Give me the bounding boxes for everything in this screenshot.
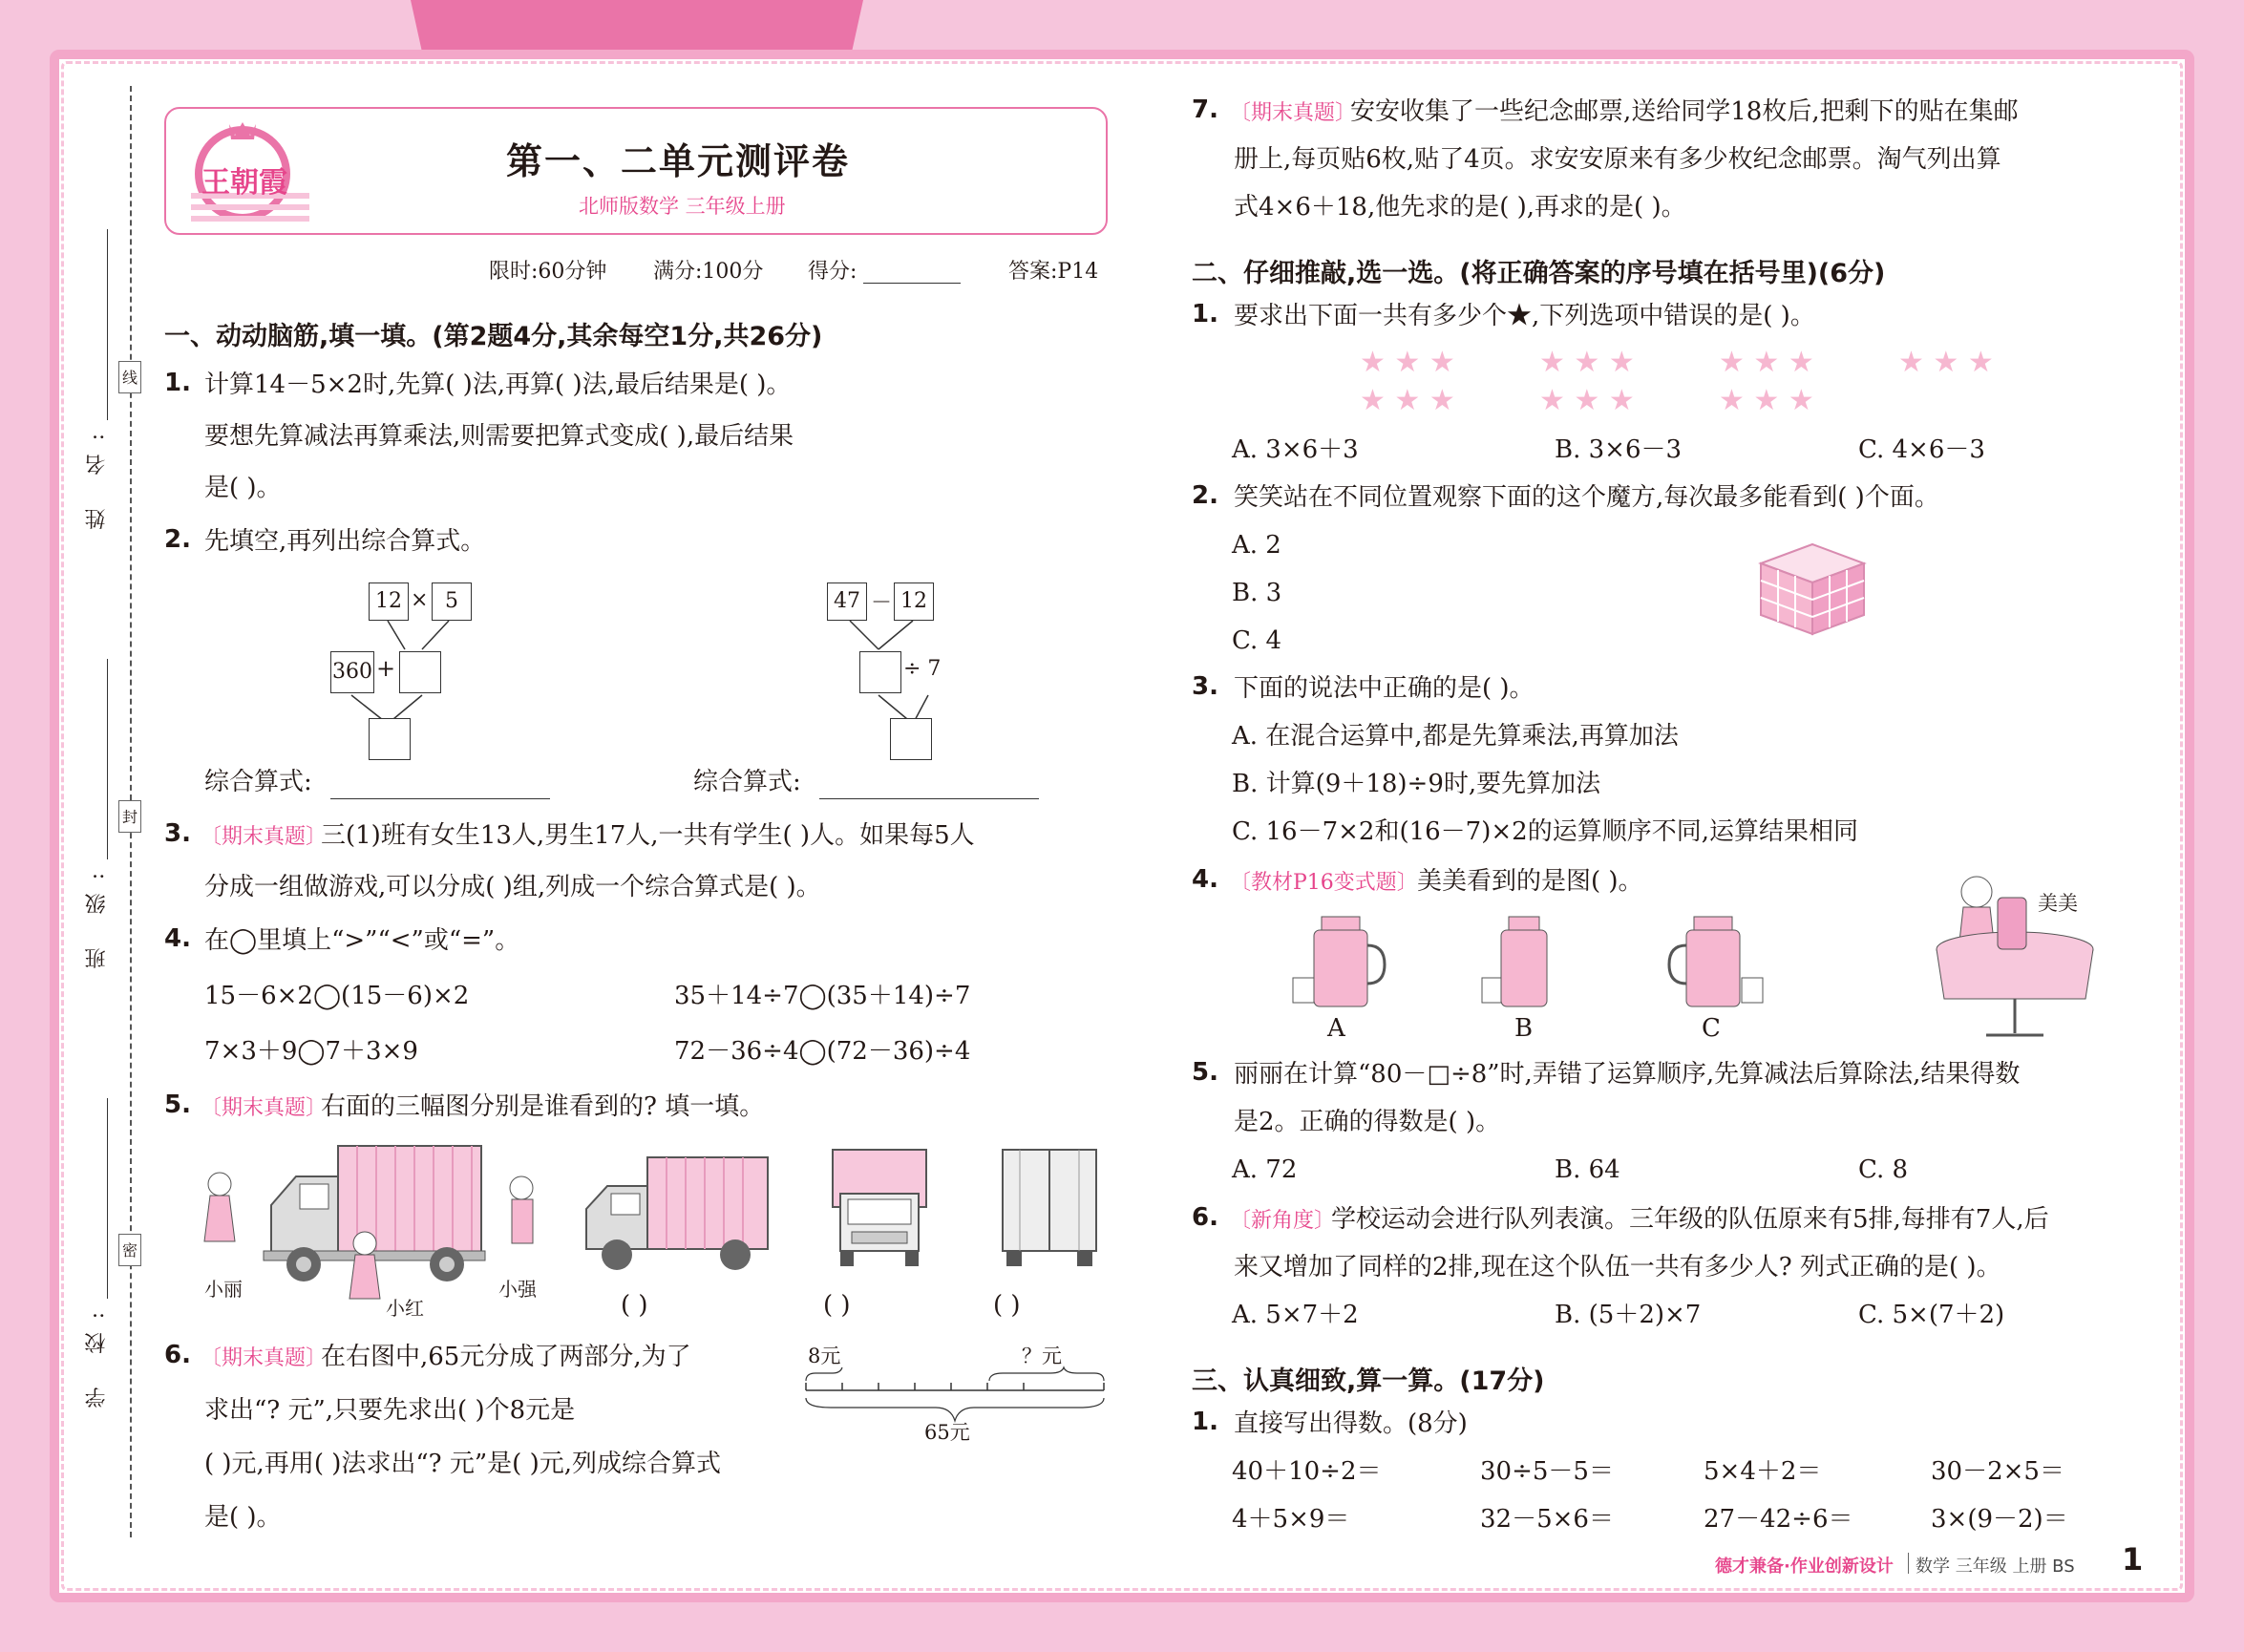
tree2-box-47: 47 <box>827 582 867 621</box>
formula-label-1: 综合算式: <box>204 768 312 796</box>
footer-meta: 数学 三年级 上册 BS <box>1916 1557 2075 1577</box>
s1-q1-num: 1. <box>164 369 191 397</box>
footer-brand: 德才兼备·作业创新设计 <box>1715 1557 1894 1577</box>
s2-q6-tag: 〔新角度〕 <box>1230 1209 1336 1233</box>
answer-blank-view-1[interactable]: ( ) <box>621 1291 648 1320</box>
thermos-label-a[interactable]: A <box>1327 1014 1345 1043</box>
s2-q2-option-a[interactable]: A. 2 <box>1232 531 1281 560</box>
class-label: 班 级: <box>85 859 109 969</box>
s1-q1-line2: 要想先算减法再算乘法,则需要把算式变成( ),最后结果 <box>204 422 794 451</box>
s2-q2-option-b[interactable]: B. 3 <box>1232 579 1282 607</box>
expr-3[interactable]: 5×4＋2＝ <box>1704 1457 1822 1486</box>
tree1-op: × <box>411 588 429 612</box>
s1-q2-num: 2. <box>164 525 191 554</box>
school-line <box>107 1098 108 1299</box>
tree2-div: ÷ 7 <box>903 657 942 681</box>
meimei-table-illustration <box>1929 865 2120 1043</box>
s2-q5-line1: 丽丽在计算“80－□÷8”时,弄错了运算顺序,先算减法后算除法,结果得数 <box>1234 1060 2021 1089</box>
s2-q1-option-c[interactable]: C. 4×6－3 <box>1858 435 1985 464</box>
s2-q3-option-b[interactable]: B. 计算(9＋18)÷9时,要先算加法 <box>1232 770 1601 798</box>
answer-ref: 答案:P14 <box>1008 260 1099 284</box>
s2-q2-text: 笑笑站在不同位置观察下面的这个魔方,每次最多能看到( )个面。 <box>1234 483 1939 512</box>
logo-text: 王朝霞 <box>201 166 287 200</box>
name-line <box>107 229 108 420</box>
answer-blank-view-2[interactable]: ( ) <box>823 1291 851 1320</box>
s2-q3-text: 下面的说法中正确的是( )。 <box>1234 674 1535 703</box>
thermos-view-c <box>1662 907 1767 1012</box>
formula-input-2[interactable] <box>819 798 1039 799</box>
s3-q1-text: 直接写出得数。(8分) <box>1234 1409 1468 1438</box>
s1-q3-tag: 〔期末真题〕 <box>201 825 328 849</box>
compare-3[interactable]: 7×3＋9◯7＋3×9 <box>204 1037 418 1066</box>
s2-q4-text: 美美看到的是图( )。 <box>1417 867 1643 896</box>
s1-q1-line1: 计算14－5×2时,先算( )法,再算( )法,最后结果是( )。 <box>204 371 792 399</box>
s1-q6-tag: 〔期末真题〕 <box>201 1346 328 1370</box>
s2-q1-num: 1. <box>1192 300 1218 328</box>
s2-q5-num: 5. <box>1192 1058 1218 1087</box>
s1-q3-num: 3. <box>164 819 191 848</box>
s2-q3-num: 3. <box>1192 672 1218 701</box>
section-2-title: 二、仔细推敲,选一选。(将正确答案的序号填在括号里)(6分) <box>1192 259 1886 288</box>
tree1-plus: + <box>376 655 396 682</box>
q7-line2: 册上,每页贴6枚,贴了4页。求安安原来有多少枚纪念邮票。淘气列出算 <box>1234 145 2001 174</box>
q7-tag: 〔期末真题〕 <box>1230 101 1357 125</box>
tree2-blank-2[interactable] <box>890 718 932 760</box>
s2-q1-option-b[interactable]: B. 3×6－3 <box>1555 435 1683 464</box>
s1-q3-line2: 分成一组做游戏,可以分成( )组,列成一个综合算式是( )。 <box>204 873 821 901</box>
s1-q6-num: 6. <box>164 1341 191 1369</box>
logo <box>191 116 309 225</box>
s2-q2-num: 2. <box>1192 481 1218 510</box>
s2-q2-option-c[interactable]: C. 4 <box>1232 626 1282 655</box>
s2-q4-tag: 〔教材P16变式题〕 <box>1230 871 1418 895</box>
page-subtitle: 北师版数学 三年级上册 <box>579 195 786 218</box>
segment-label-unknown: ？元 <box>1022 1345 1062 1367</box>
s2-q6-line2: 来又增加了同样的2排,现在这个队伍一共有多少人? 列式正确的是( )。 <box>1234 1253 2001 1281</box>
viewer-xiaoli: 小丽 <box>204 1278 243 1301</box>
expr-2[interactable]: 30÷5－5＝ <box>1480 1457 1614 1486</box>
expr-1[interactable]: 40＋10÷2＝ <box>1232 1457 1382 1486</box>
class-line <box>107 659 108 859</box>
tree1-box-360: 360 <box>330 651 374 693</box>
truck-back-view <box>997 1146 1102 1270</box>
stars-group-2-row1: ★ ★ ★ <box>1539 346 1635 379</box>
q7-num: 7. <box>1192 95 1218 124</box>
s2-q3-option-a[interactable]: A. 在混合运算中,都是先算乘法,再算加法 <box>1232 722 1679 751</box>
meimei-label: 美美 <box>2038 892 2078 915</box>
s1-q6-line2: 求出“? 元”,只要先求出( )个8元是 <box>204 1396 576 1425</box>
compare-4[interactable]: 72－36÷4◯(72－36)÷4 <box>674 1037 971 1066</box>
formula-input-1[interactable] <box>330 798 550 799</box>
s1-q6-line3: ( )元,再用( )法求出“? 元”是( )元,列成综合算式 <box>204 1450 721 1478</box>
full-score: 满分:100分 <box>653 260 764 284</box>
s2-q4-num: 4. <box>1192 865 1218 894</box>
s1-q1-line3: 是( )。 <box>204 474 282 502</box>
footer-divider <box>1908 1553 1909 1574</box>
s1-q4-num: 4. <box>164 924 191 953</box>
s2-q1-text: 要求出下面一共有多少个★,下列选项中错误的是( )。 <box>1234 302 1815 330</box>
stars-group-3-row2: ★ ★ ★ <box>1719 384 1814 417</box>
segment-label-8yuan: 8元 <box>808 1345 841 1367</box>
tree2-box-12: 12 <box>894 582 934 621</box>
thermos-view-b <box>1478 907 1564 1012</box>
s2-q6-num: 6. <box>1192 1203 1218 1232</box>
section-1-title: 一、动动脑筋,填一填。(第2题4分,其余每空1分,共26分) <box>164 322 823 351</box>
expr-4[interactable]: 30－2×5＝ <box>1931 1457 2064 1486</box>
tree1-box-12: 12 <box>369 582 409 621</box>
time-limit: 限时:60分钟 <box>489 260 607 284</box>
stars-group-2-row2: ★ ★ ★ <box>1539 384 1635 417</box>
binding-mark-2: 封 <box>118 800 141 833</box>
thermos-view-a <box>1289 907 1394 1012</box>
s2-q1-option-a[interactable]: A. 3×6＋3 <box>1232 435 1359 464</box>
stars-group-3-row1: ★ ★ ★ <box>1719 346 1814 379</box>
thermos-label-c[interactable]: C <box>1702 1014 1721 1043</box>
school-label: 学 校: <box>85 1299 109 1408</box>
truck-side-view <box>582 1152 773 1274</box>
s1-q4-text: 在◯里填上“>”“<”或“=”。 <box>204 926 520 955</box>
s1-q6-line1: 在右图中,65元分成了两部分,为了 <box>321 1343 691 1371</box>
page-number: 1 <box>2122 1541 2144 1578</box>
formula-label-2: 综合算式: <box>693 768 801 796</box>
s2-q3-option-c[interactable]: C. 16－7×2和(16－7)×2的运算顺序不同,运算结果相同 <box>1232 817 1858 846</box>
rubiks-cube-illustration <box>1755 535 1870 640</box>
s1-q5-text: 右面的三幅图分别是谁看到的? 填一填。 <box>321 1092 765 1121</box>
s2-q5-option-c[interactable]: C. 8 <box>1858 1155 1909 1184</box>
s1-q3-line1: 三(1)班有女生13人,男生17人,一共有学生( )人。如果每5人 <box>321 821 975 850</box>
s1-q5-tag: 〔期末真题〕 <box>201 1096 328 1120</box>
viewer-xiaoqiang: 小强 <box>498 1278 537 1301</box>
s3-q1-num: 1. <box>1192 1408 1218 1436</box>
s1-q5-num: 5. <box>164 1091 191 1119</box>
score-label: 得分: <box>808 260 857 284</box>
tree1-blank-1[interactable] <box>399 651 441 693</box>
expr-7[interactable]: 27－42÷6＝ <box>1704 1505 1853 1534</box>
s1-q2-text: 先填空,再列出综合算式。 <box>204 527 486 556</box>
binding-mark-1: 线 <box>118 361 141 393</box>
section-3-title: 三、认真细致,算一算。(17分) <box>1192 1366 1545 1396</box>
score-input[interactable] <box>863 283 961 284</box>
expr-5[interactable]: 4＋5×9＝ <box>1232 1505 1350 1534</box>
tree1-box-5: 5 <box>432 582 472 621</box>
s2-q5-option-a[interactable]: A. 72 <box>1232 1155 1298 1184</box>
binding-mark-3: 密 <box>118 1234 141 1266</box>
q7-line1: 安安收集了一些纪念邮票,送给同学18枚后,把剩下的贴在集邮 <box>1350 97 2019 126</box>
name-label: 姓 名: <box>85 420 109 530</box>
stars-group-1-row1: ★ ★ ★ <box>1360 346 1455 379</box>
compare-2[interactable]: 35＋14÷7◯(35＋14)÷7 <box>674 982 971 1010</box>
s2-q6-option-a[interactable]: A. 5×7＋2 <box>1232 1301 1359 1329</box>
stars-group-1-row2: ★ ★ ★ <box>1360 384 1455 417</box>
s2-q5-option-b[interactable]: B. 64 <box>1555 1155 1620 1184</box>
s2-q5-line2: 是2。正确的得数是( )。 <box>1234 1108 1501 1136</box>
thermos-label-b[interactable]: B <box>1514 1014 1534 1043</box>
compare-1[interactable]: 15－6×2◯(15－6)×2 <box>204 982 470 1010</box>
tree2-op: － <box>871 591 893 615</box>
s2-q6-line1: 学校运动会进行队列表演。三年级的队伍原来有5排,每排有7人,后 <box>1331 1205 2049 1234</box>
page-title: 第一、二单元测评卷 <box>506 140 851 182</box>
expr-6[interactable]: 32－5×6＝ <box>1480 1505 1614 1534</box>
s1-q6-line4: 是( )。 <box>204 1503 282 1532</box>
tree2-blank-1[interactable] <box>859 651 901 693</box>
s2-q6-option-b[interactable]: B. (5＋2)×7 <box>1555 1301 1702 1329</box>
s2-q6-option-c[interactable]: C. 5×(7＋2) <box>1858 1301 2005 1329</box>
viewer-xiaohong: 小红 <box>386 1297 424 1320</box>
expr-8[interactable]: 3×(9－2)＝ <box>1931 1505 2068 1534</box>
tree1-blank-2[interactable] <box>369 718 411 760</box>
answer-blank-view-3[interactable]: ( ) <box>993 1291 1021 1320</box>
stars-group-4-row1: ★ ★ ★ <box>1898 346 1994 379</box>
q7-line3: 式4×6＋18,他先求的是( ),再求的是( )。 <box>1234 193 1686 222</box>
truck-front-view <box>827 1146 932 1270</box>
segment-label-65yuan: 65元 <box>924 1421 970 1444</box>
